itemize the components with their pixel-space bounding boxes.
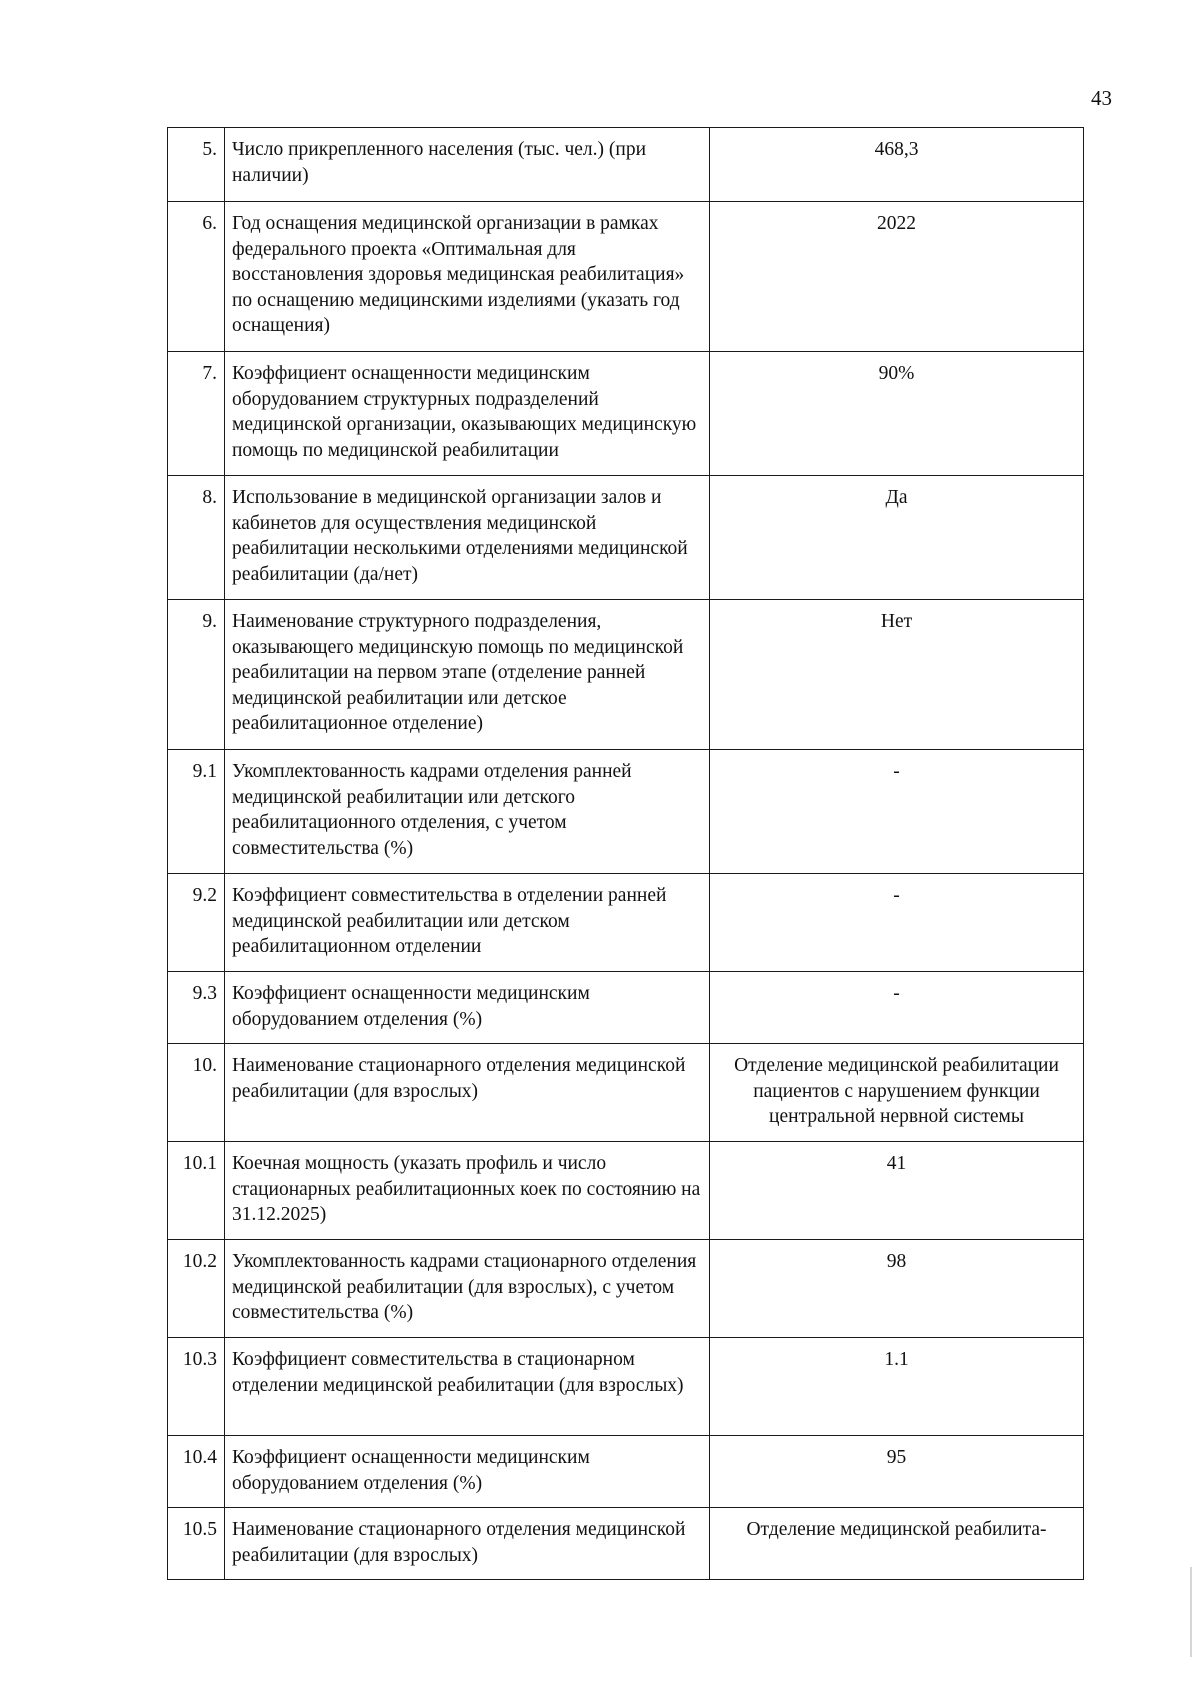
table-row (168, 972, 1084, 1044)
row-value: Отделение медицинской реабилита- (710, 1508, 1084, 1580)
row-number: 10.3 (168, 1338, 225, 1436)
row-value: 2022 (710, 202, 1084, 352)
row-value: - (710, 750, 1084, 874)
row-description: Наименование стационарного отделения медицинской реабилитации (для взрослых) (225, 1508, 710, 1580)
table-row (168, 202, 1084, 352)
table-row (168, 1338, 1084, 1436)
row-number: 9.2 (168, 874, 225, 972)
row-number: 10.2 (168, 1240, 225, 1338)
table-row (168, 750, 1084, 874)
page-number: 43 (1091, 86, 1112, 110)
row-number: 10. (168, 1044, 225, 1142)
row-value: 95 (710, 1436, 1084, 1508)
row-value: 90% (710, 352, 1084, 476)
row-description: Число прикрепленного населения (тыс. чел.) (при наличии) (225, 128, 710, 202)
row-number: 8. (168, 476, 225, 600)
row-value: Да (710, 476, 1084, 600)
scan-edge-mark (1190, 1567, 1192, 1657)
row-number: 10.1 (168, 1142, 225, 1240)
table-row (168, 476, 1084, 600)
row-description: Укомплектованность кадрами стационарного отделения медицинской реабилитации (для взрослых), с учетом совместительства (%) (225, 1240, 710, 1338)
row-value: 1.1 (710, 1338, 1084, 1436)
row-number: 7. (168, 352, 225, 476)
row-description: Укомплектованность кадрами отделения ранней медицинской реабилитации или детского реабилитационного отделения, с учетом совместительства (%) (225, 750, 710, 874)
row-description: Коечная мощность (указать профиль и число стационарных реабилитационных коек по состоянию на 31.12.2025) (225, 1142, 710, 1240)
row-number: 9.3 (168, 972, 225, 1044)
row-number: 10.4 (168, 1436, 225, 1508)
row-number: 5. (168, 128, 225, 202)
table-row (168, 874, 1084, 972)
row-description: Коэффициент оснащенности медицинским оборудованием структурных подразделений медицинской организации, оказывающих медицинскую помощь по медицинской реабилитации (225, 352, 710, 476)
indicators-table (167, 127, 1084, 1580)
table-row (168, 1142, 1084, 1240)
row-value: - (710, 972, 1084, 1044)
row-value: 41 (710, 1142, 1084, 1240)
row-value: Отделение медицинской реабилитации пациентов с нарушением функции центральной нервной системы (710, 1044, 1084, 1142)
row-number: 6. (168, 202, 225, 352)
row-description: Год оснащения медицинской организации в рамках федерального проекта «Оптимальная для восстановления здоровья медицинская реабилитация» по оснащению медицинскими изделиями (указать год оснащения) (225, 202, 710, 352)
row-number: 9.1 (168, 750, 225, 874)
table-row (168, 128, 1084, 202)
table-row (168, 1240, 1084, 1338)
row-value: 468,3 (710, 128, 1084, 202)
table-row (168, 1508, 1084, 1580)
row-description: Коэффициент оснащенности медицинским оборудованием отделения (%) (225, 972, 710, 1044)
row-number: 9. (168, 600, 225, 750)
table-row (168, 1436, 1084, 1508)
row-number: 10.5 (168, 1508, 225, 1580)
table-row (168, 1044, 1084, 1142)
row-value: 98 (710, 1240, 1084, 1338)
row-description: Наименование структурного подразделения, оказывающего медицинскую помощь по медицинской реабилитации на первом этапе (отделение ранней медицинской реабилитации или детское реабилитационное отделение) (225, 600, 710, 750)
table-row (168, 352, 1084, 476)
row-description: Коэффициент оснащенности медицинским оборудованием отделения (%) (225, 1436, 710, 1508)
row-value: - (710, 874, 1084, 972)
row-description: Коэффициент совместительства в стационарном отделении медицинской реабилитации (для взрослых) (225, 1338, 710, 1436)
table-row (168, 600, 1084, 750)
row-value: Нет (710, 600, 1084, 750)
row-description: Использование в медицинской организации залов и кабинетов для осуществления медицинской реабилитации несколькими отделениями медицинской реабилитации (да/нет) (225, 476, 710, 600)
row-description: Коэффициент совместительства в отделении ранней медицинской реабилитации или детском реабилитационном отделении (225, 874, 710, 972)
row-description: Наименование стационарного отделения медицинской реабилитации (для взрослых) (225, 1044, 710, 1142)
